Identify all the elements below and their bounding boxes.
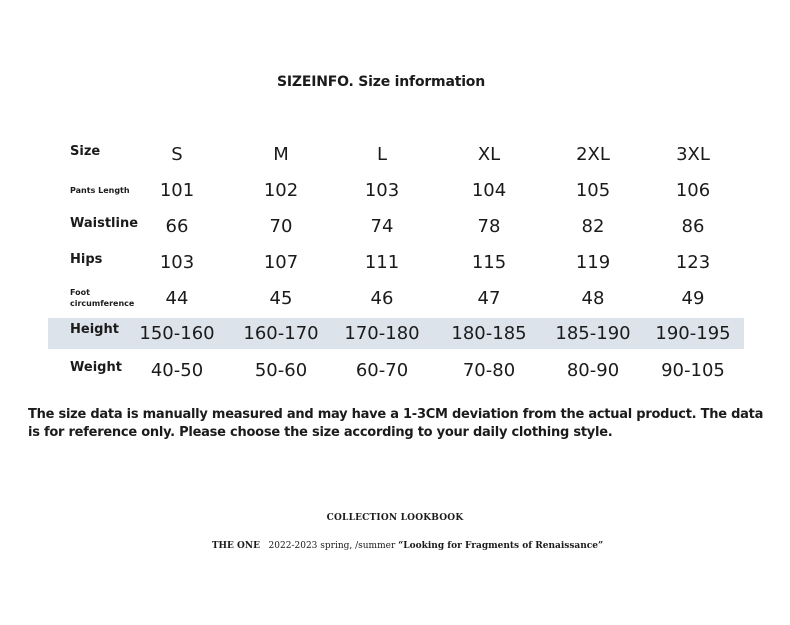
table-cell: 48 bbox=[581, 287, 605, 309]
page-title: SIZEINFO. Size information bbox=[277, 74, 485, 90]
table-cell: 106 bbox=[675, 179, 711, 201]
table-cell: 70-80 bbox=[462, 359, 516, 381]
table-cell: 190-195 bbox=[655, 323, 731, 344]
table-cell: 40-50 bbox=[150, 359, 204, 381]
size-header-cell: L bbox=[376, 143, 388, 165]
table-cell: 49 bbox=[681, 287, 705, 309]
table-row-waistline bbox=[48, 208, 744, 244]
size-header-cell: XL bbox=[477, 143, 501, 165]
table-cell: 47 bbox=[477, 287, 501, 309]
table-cell: 119 bbox=[575, 251, 611, 273]
table-row-foot-circumference bbox=[48, 280, 744, 316]
table-row-weight bbox=[48, 352, 744, 388]
table-cell: 102 bbox=[263, 179, 299, 201]
table-row-hips bbox=[48, 244, 744, 280]
table-cell: 170-180 bbox=[344, 323, 420, 344]
table-cell: 86 bbox=[681, 215, 705, 237]
size-disclaimer-note: The size data is manually measured and may have a 1-3CM deviation from the actual product. The data is for reference only. Please choose the size according to your daily clothing style. bbox=[28, 407, 764, 440]
table-cell: 115 bbox=[471, 251, 507, 273]
table-cell: 44 bbox=[165, 287, 189, 309]
row-label-pants-length: Pants Length bbox=[70, 185, 130, 195]
size-header-cell: 2XL bbox=[576, 143, 610, 165]
row-label-height: Height bbox=[70, 322, 119, 337]
row-label-hips: Hips bbox=[70, 252, 103, 267]
lookbook-subtitle bbox=[0, 541, 790, 551]
table-cell: 185-190 bbox=[555, 323, 631, 344]
row-label-foot-circumference: Foot circumference bbox=[70, 288, 135, 308]
table-cell: 78 bbox=[477, 215, 501, 237]
table-cell: 160-170 bbox=[243, 323, 319, 344]
table-cell: 66 bbox=[165, 215, 189, 237]
row-label-weight: Weight bbox=[70, 360, 122, 375]
table-cell: 50-60 bbox=[254, 359, 308, 381]
table-cell: 105 bbox=[575, 179, 611, 201]
table-cell: 45 bbox=[269, 287, 293, 309]
table-cell: 111 bbox=[364, 251, 400, 273]
table-cell: 90-105 bbox=[661, 359, 725, 381]
table-cell: 103 bbox=[364, 179, 400, 201]
table-cell: 150-160 bbox=[139, 323, 215, 344]
row-label-waistline: Waistline bbox=[70, 216, 139, 231]
table-cell: 80-90 bbox=[566, 359, 620, 381]
table-row-height bbox=[48, 318, 744, 349]
size-header-label: Size bbox=[70, 144, 101, 159]
table-cell: 70 bbox=[269, 215, 293, 237]
table-cell: 101 bbox=[159, 179, 195, 201]
lookbook-brand: THE ONE bbox=[211, 541, 260, 551]
table-cell: 103 bbox=[159, 251, 195, 273]
size-header-cell: S bbox=[171, 143, 183, 165]
size-table bbox=[48, 136, 744, 388]
table-row-pants-length bbox=[48, 172, 744, 208]
table-cell: 107 bbox=[263, 251, 299, 273]
lookbook-season: 2022-2023 spring, /summer bbox=[268, 541, 396, 551]
table-cell: 123 bbox=[675, 251, 711, 273]
lookbook-title: COLLECTION LOOKBOOK bbox=[326, 513, 464, 523]
table-cell: 104 bbox=[471, 179, 507, 201]
size-header-row bbox=[48, 136, 744, 172]
table-cell: 82 bbox=[581, 215, 605, 237]
size-header-cell: 3XL bbox=[676, 143, 710, 165]
table-cell: 74 bbox=[370, 215, 394, 237]
table-cell: 180-185 bbox=[451, 323, 527, 344]
lookbook-tagline: “Looking for Fragments of Renaissance” bbox=[398, 541, 604, 551]
size-header-cell: M bbox=[273, 143, 289, 165]
table-cell: 46 bbox=[370, 287, 394, 309]
table-cell: 60-70 bbox=[355, 359, 409, 381]
